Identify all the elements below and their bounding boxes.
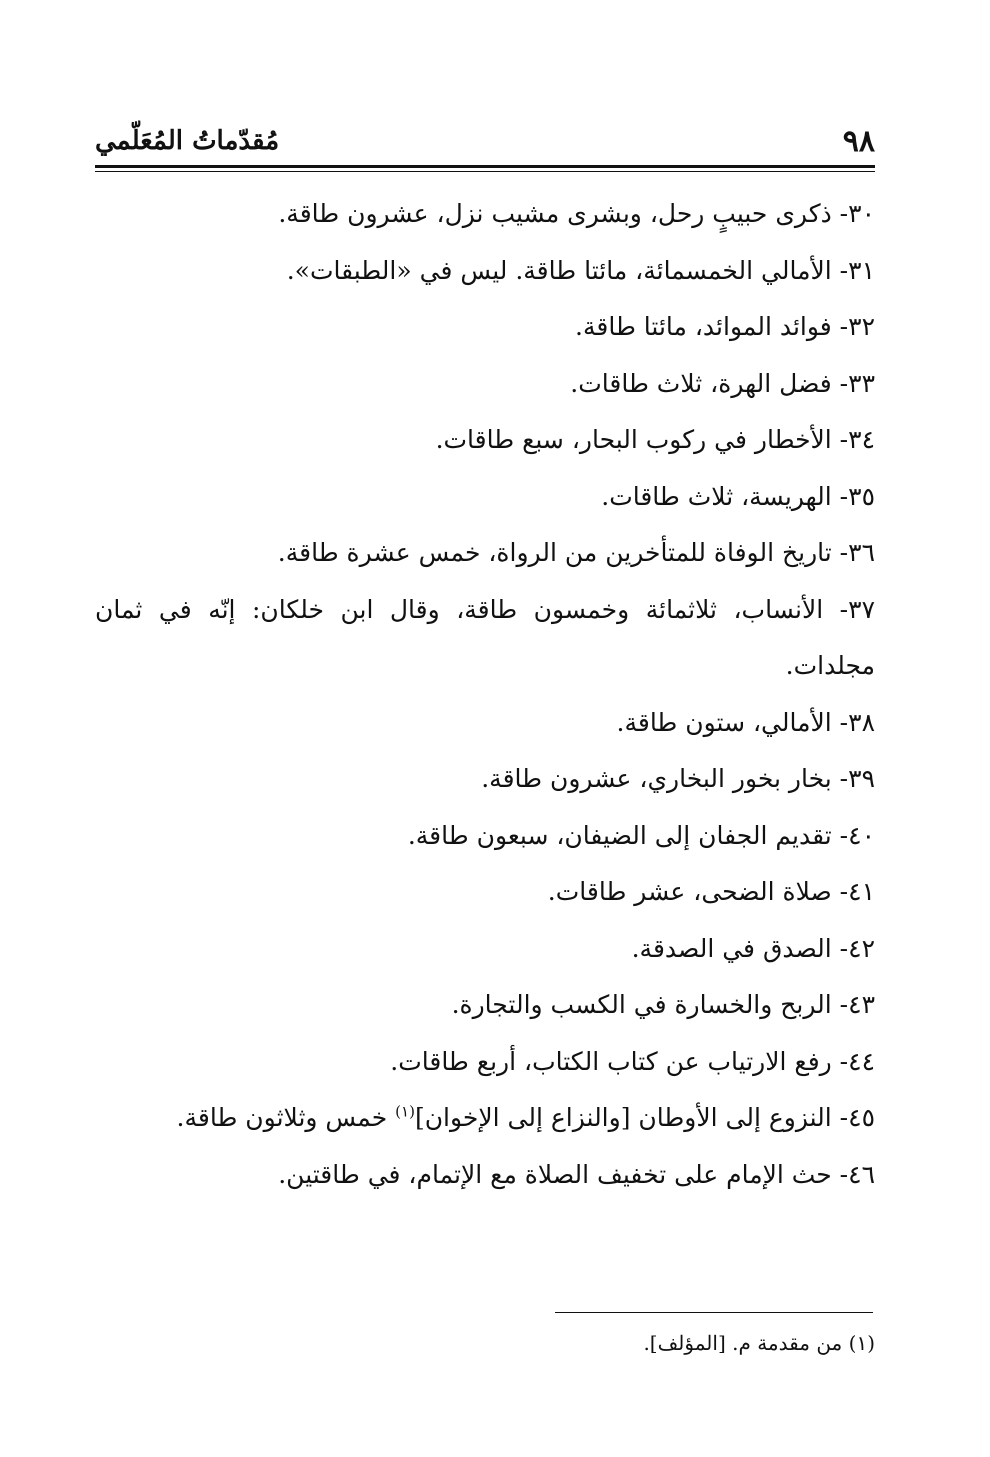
- running-title: مُقدّماتُ المُعَلّمي: [95, 126, 280, 156]
- header-rule-thin: [95, 171, 875, 172]
- page-header: [95, 118, 875, 162]
- list-item: ٤٥- النزوع إلى الأوطان [والنزاع إلى الإخوان]$^{(١)}$ خمس وثلاثون طاقة.: [176, 1102, 875, 1132]
- footnote-divider: [555, 1312, 873, 1313]
- list-item: ٣٤- الأخطار في ركوب البحار، سبع طاقات.: [435, 425, 875, 454]
- list-item: ٣٣- فضل الهرة، ثلاث طاقات.: [570, 368, 875, 398]
- list-item: ٤٠- تقديم الجفان إلى الضيفان، سبعون طاقة.: [407, 820, 875, 850]
- header-rule-thick: [95, 165, 875, 168]
- list-item: ٤٦- حث الإمام على تخفيف الصلاة مع الإتمام، في طاقتين.: [278, 1159, 875, 1189]
- list-item: ٤١- صلاة الضحى، عشر طاقات.: [547, 877, 875, 906]
- list-item: ٤٣- الربح والخسارة في الكسب والتجارة.: [451, 990, 875, 1019]
- main-text: [95, 186, 875, 1203]
- footnote: [95, 1328, 875, 1358]
- list-item: ٣٧- الأنساب، ثلاثمائة وخمسون طاقة، وقال ابن خلكان: إنّه في ثمان مجلدات.: [95, 594, 875, 680]
- list-item: ٣٩- بخار بخور البخاري، عشرون طاقة.: [481, 764, 875, 793]
- list-item: ٣٢- فوائد الموائد، مائتا طاقة.: [575, 312, 875, 341]
- list-item: ٣٥- الهريسة، ثلاث طاقات.: [601, 481, 875, 511]
- list-item: ٤٤- رفع الارتياب عن كتاب الكتاب، أربع طاقات.: [390, 1046, 875, 1076]
- list-item: ٤٢- الصدق في الصدقة.: [631, 933, 875, 963]
- footnote-reference[interactable]: (١): [395, 1102, 415, 1121]
- list-item: ٣٦- تاريخ الوفاة للمتأخرين من الرواة، خمس عشرة طاقة.: [277, 538, 875, 567]
- list-item: ٣١- الأمالي الخمسمائة، مائتا طاقة. ليس في «الطبقات».: [286, 255, 875, 285]
- footnote-text: من مقدمة م. [المؤلف].: [643, 1331, 843, 1355]
- list-item: ٣٠- ذكرى حبيبٍ رحل، وبشرى مشيب نزل، عشرون طاقة.: [278, 199, 875, 228]
- list-item: ٣٨- الأمالي، ستون طاقة.: [616, 707, 875, 737]
- footnote-marker: (١): [848, 1331, 875, 1355]
- page-number: ٩٨: [842, 124, 875, 159]
